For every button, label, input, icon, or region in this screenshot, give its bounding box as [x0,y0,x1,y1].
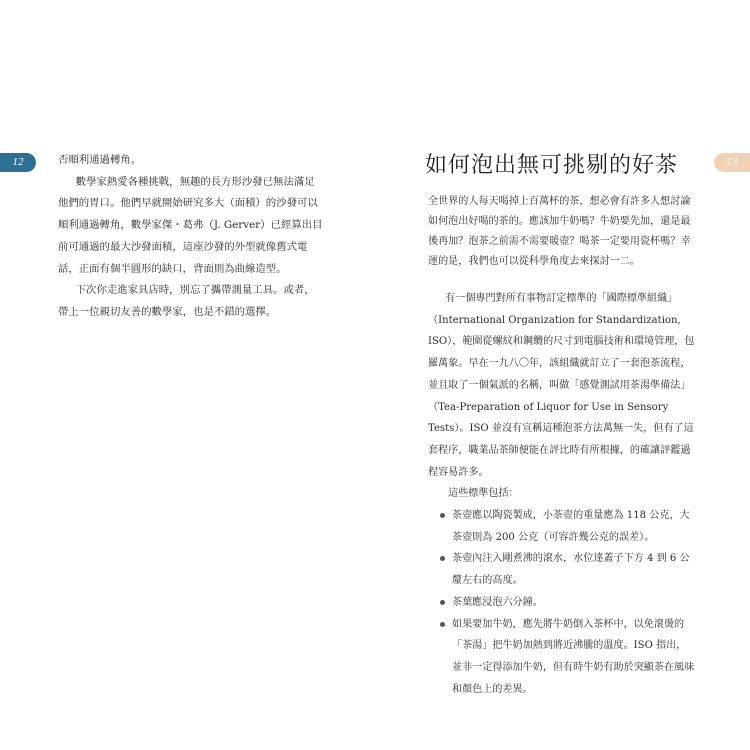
bullet-icon [440,600,445,605]
list-intro: 這些標準包括： [448,488,519,500]
page-number-right: 13 [726,156,738,168]
list-item [428,614,696,701]
list-item-text: 如果要加牛奶，應先將牛奶倒入茶杯中，以免滾燙的「茶湯」把牛奶加熱到將近沸騰的溫度。ISO 指出，並非一定得添加牛奶，但有時牛奶有助於突顯茶在風味和顏色上的差異。 [452,618,695,695]
bullet-icon [440,622,445,627]
list-item [428,592,696,614]
left-paragraph-2: 數學家熱愛各種挑戰，無趣的長方形沙發已無法滿足他們的胃口。他們早就開始研究多大（面積）的沙發可以順利通過轉角，數學家傑・葛弗（J. Gerver）已經算出目前可通過的最大沙發面積，這座沙發的外型就像舊式電話，正面有個半圓形的缺口，背面則為曲線造型。 [58,175,323,275]
page-number-tab-right [714,153,750,172]
list-item [428,505,696,548]
left-paragraph-3: 下次你走進家具店時，別忘了攜帶測量工具。或者，帶上一位親切友善的數學家，也是不錯的選擇。 [58,284,315,318]
standards-list [428,505,696,700]
list-item [428,548,696,591]
right-paragraph: 有一個專門對所有事物訂定標準的「國際標準組織」（International Organization for Standardization, ISO），範圍從螺紋和鋼纜的尺寸到電腦技術和環境管理，包羅萬象。早在一九八〇年，該組織就訂立了一套泡茶流程，並且取了一個氣派的名稱，叫做「感覺測試用茶湯準備法」（Tea-Preparation of Liquor for Use in Sensory Tests）。ISO 並沒有宣稱這種泡茶方法萬無一失，但有了這套程序，職業品茶師便能在評比時有所根據，的確讓評鑑過程容易許多。 [428,293,695,478]
left-page-text [58,150,323,324]
bullet-icon [440,556,445,561]
right-page-body [428,288,696,700]
list-item-text: 茶壺內注入剛煮沸的滾水，水位達蓋子下方 4 到 6 公釐左右的高度。 [452,553,690,587]
bullet-icon [440,513,445,518]
page-number-tab-left [0,153,36,172]
chapter-title: 如何泡出無可挑剔的好茶 [425,153,679,178]
page-number-left: 12 [12,156,24,168]
list-item-text: 茶葉應浸泡六分鐘。 [452,596,543,608]
chapter-intro: 全世界的人每天喝掉上百萬杯的茶，想必會有許多人想討論如何泡出好喝的茶的。應該加牛奶嗎？牛奶要先加，還是最後再加？泡茶之前需不需要暖壺？喝茶一定要用瓷杯嗎？幸運的是，我們也可以從科學角度去來探討一二。 [428,196,691,267]
list-item-text: 茶壺應以陶瓷製成，小茶壺的重量應為 118 公克，大茶壺則為 200 公克（可容許幾公克的誤差）。 [452,510,690,543]
left-paragraph-1: 否順利通過轉角。 [58,154,142,166]
